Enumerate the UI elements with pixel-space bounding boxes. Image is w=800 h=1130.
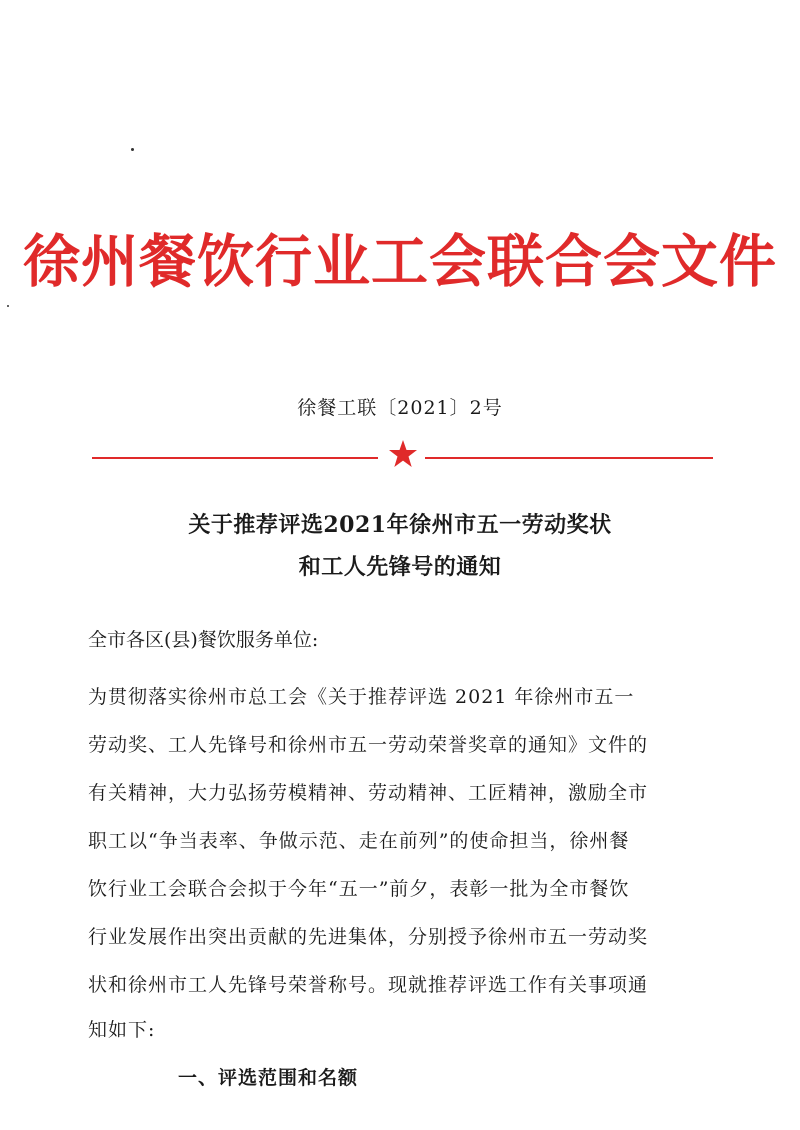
- red-star-icon: [388, 439, 418, 469]
- body-line: 知如下:: [88, 1019, 156, 1041]
- scan-speck: [7, 305, 9, 307]
- body-line: 为贯彻落实徐州市总工会《关于推荐评选 2021 年徐州市五一: [88, 686, 635, 708]
- body-line: 状和徐州市工人先锋号荣誉称号。现就推荐评选工作有关事项通: [88, 974, 649, 996]
- notice-title-line-2: 和工人先锋号的通知: [298, 554, 502, 580]
- body-line: 劳动奖、工人先锋号和徐州市五一劳动荣誉奖章的通知》文件的: [88, 734, 649, 756]
- header-divider-left: [92, 457, 378, 459]
- section-heading: 一、评选范围和名额: [178, 1067, 359, 1089]
- body-line: 饮行业工会联合会拟于今年“五一”前夕，表彰一批为全市餐饮: [88, 878, 630, 900]
- body-line: 职工以“争当表率、争做示范、走在前列”的使命担当，徐州餐: [88, 830, 630, 852]
- header-divider-right: [425, 457, 713, 459]
- body-line: 行业发展作出突出贡献的先进集体，分别授予徐州市五一劳动奖: [88, 926, 649, 948]
- body-line: 有关精神，大力弘扬劳模精神、劳动精神、工匠精神，激励全市: [88, 782, 649, 804]
- salutation: 全市各区(县)餐饮服务单位:: [88, 629, 319, 651]
- document-number: 徐餐工联〔2021〕2号: [297, 397, 503, 419]
- notice-title-line-1: 关于推荐评选2021年徐州市五一劳动奖状: [188, 512, 612, 538]
- scan-speck: [131, 148, 134, 151]
- document-header-title: 徐州餐饮行业工会联合会文件: [23, 229, 777, 295]
